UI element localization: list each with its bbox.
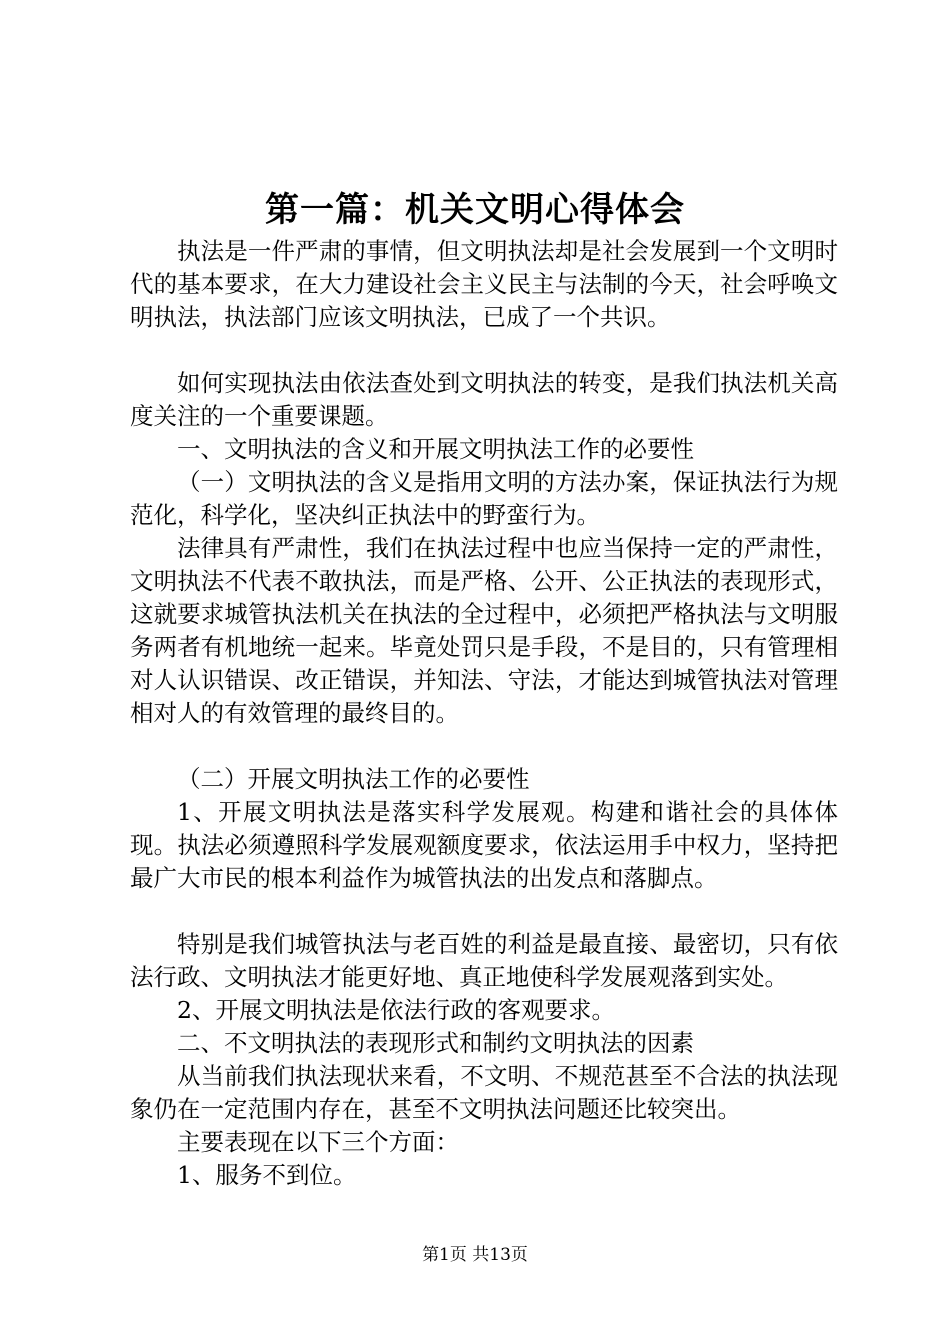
section-heading-1: 一、文明执法的含义和开展文明执法工作的必要性 bbox=[177, 435, 694, 463]
paragraph-point-1: 1、开展文明执法是落实科学发展观。构建和谐社会的具体体现。执法必须遵照科学发展观额度要求，依法运用手中权力，坚持把最广大市民的根本利益作为城管执法的出发点和落脚点。 bbox=[130, 798, 838, 892]
paragraph-question: 如何实现执法由依法查处到文明执法的转变，是我们执法机关高度关注的一个重要课题。 bbox=[130, 369, 838, 430]
subsection-1-1: （一）文明执法的含义是指用文明的方法办案，保证执法行为规范化，科学化，坚决纠正执法中的野蛮行为。 bbox=[130, 468, 838, 529]
paragraph-intro: 执法是一件严肃的事情，但文明执法却是社会发展到一个文明时代的基本要求，在大力建设社会主义民主与法制的今天，社会呼唤文明执法，执法部门应该文明执法，已成了一个共识。 bbox=[130, 237, 838, 331]
paragraph-current-status: 从当前我们执法现状来看，不文明、不规范甚至不合法的执法现象仍在一定范围内存在，甚至不文明执法问题还比较突出。 bbox=[130, 1062, 838, 1123]
paragraph-aspect-1: 1、服务不到位。 bbox=[177, 1161, 357, 1189]
paragraph-point-2: 2、开展文明执法是依法行政的客观要求。 bbox=[177, 996, 615, 1024]
paragraph-law-severity: 法律具有严肃性，我们在执法过程中也应当保持一定的严肃性，文明执法不代表不敢执法，而是严格、公开、公正执法的表现形式，这就要求城管执法机关在执法的全过程中，必须把严格执法与文明服务两者有机地统一起来。毕竟处罚只是手段，不是目的，只有管理相对人认识错误、改正错误，并知法、守法，才能达到城管执法对管理相对人的有效管理的最终目的。 bbox=[130, 534, 838, 727]
page-footer: 第1页 共13页 bbox=[422, 1245, 528, 1265]
subsection-1-2: （二）开展文明执法工作的必要性 bbox=[177, 765, 530, 793]
paragraph-especially: 特别是我们城管执法与老百姓的利益是最直接、最密切，只有依法行政、文明执法才能更好地、真正地使科学发展观落到实处。 bbox=[130, 930, 838, 991]
paragraph-main-aspects: 主要表现在以下三个方面： bbox=[177, 1128, 459, 1156]
document-body bbox=[130, 235, 838, 1192]
document-title: 第一篇：机关文明心得体会 bbox=[265, 190, 685, 230]
section-heading-2: 二、不文明执法的表现形式和制约文明执法的因素 bbox=[177, 1029, 694, 1057]
